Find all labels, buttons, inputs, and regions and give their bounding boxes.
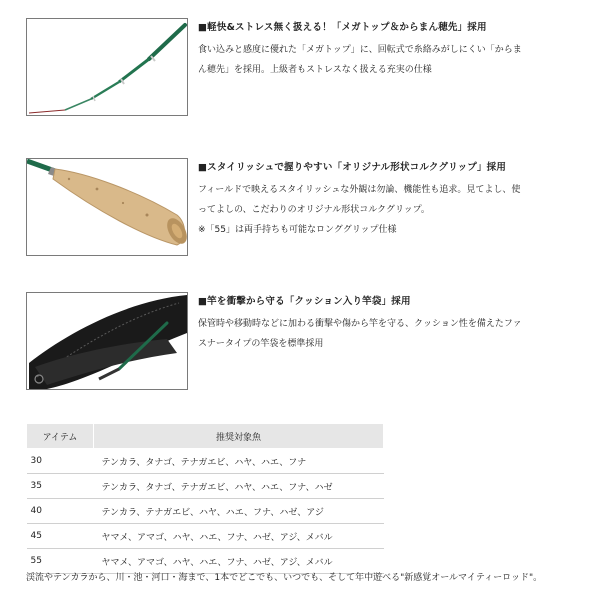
rod-case-illustration	[27, 293, 187, 389]
cork-grip-illustration	[27, 159, 187, 255]
target-fish-cell: ヤマメ、アマゴ、ハヤ、ハエ、フナ、ハゼ、アジ、メバル	[94, 524, 384, 549]
target-fish-cell: ヤマメ、アマゴ、ハヤ、ハエ、フナ、ハゼ、アジ、メバル	[94, 549, 384, 574]
feature-title: ■軽快&ストレス無く扱える！「メガトップ＆からまん穂先」採用	[198, 22, 487, 33]
table-row	[27, 549, 384, 574]
target-fish-cell: テンカラ、タナゴ、テナガエビ、ハヤ、ハエ、フナ、ハゼ	[94, 474, 384, 499]
rod-tip-image	[26, 18, 188, 116]
feature-description: 保管時や移動時などに加わる衝撃や傷から竿を守る、クッション性を備えたファスナータイプの竿袋を標準採用	[198, 319, 522, 349]
table-row	[27, 474, 384, 499]
column-header-item: アイテム	[27, 424, 94, 449]
feature-note: ※「55」は両手持ちも可能なロンググリップ仕様	[198, 225, 397, 235]
item-cell: 30	[27, 449, 94, 474]
item-cell: 35	[27, 474, 94, 499]
item-cell: 55	[27, 549, 94, 574]
column-header-target-fish: 推奨対象魚	[94, 424, 384, 449]
table-header-row	[27, 424, 384, 449]
feature-title: ■スタイリッシュで握りやすい「オリジナル形状コルクグリップ」採用	[198, 162, 507, 173]
feature-title: ■竿を衝撃から守る「クッション入り竿袋」採用	[198, 296, 411, 307]
feature-description: フィールドで映えるスタイリッシュな外観は勿論、機能性も追求。見てよし、使ってよしの、こだわりのオリジナル形状コルクグリップ。	[198, 185, 521, 215]
rod-case-image	[26, 292, 188, 390]
table-row	[27, 499, 384, 524]
target-fish-cell: テンカラ、テナガエビ、ハヤ、ハエ、フナ、ハゼ、アジ	[94, 499, 384, 524]
footer-tagline: 渓流やテンカラから、川・池・河口・海まで、1本でどこでも、いつでも、そして年中遊べる"新感覚オールマイティーロッド"。	[26, 573, 543, 583]
feature-description: 食い込みと感度に優れた「メガトップ」に、回転式で糸絡みがしにくい「からまん穂先」を採用。上級者もストレスなく扱える充実の仕様	[198, 45, 522, 75]
table-row	[27, 449, 384, 474]
item-cell: 40	[27, 499, 94, 524]
target-fish-cell: テンカラ、タナゴ、テナガエビ、ハヤ、ハエ、フナ	[94, 449, 384, 474]
rod-tip-illustration	[27, 19, 187, 115]
target-fish-table	[26, 423, 384, 574]
cork-grip-image	[26, 158, 188, 256]
item-cell: 45	[27, 524, 94, 549]
table-row	[27, 524, 384, 549]
